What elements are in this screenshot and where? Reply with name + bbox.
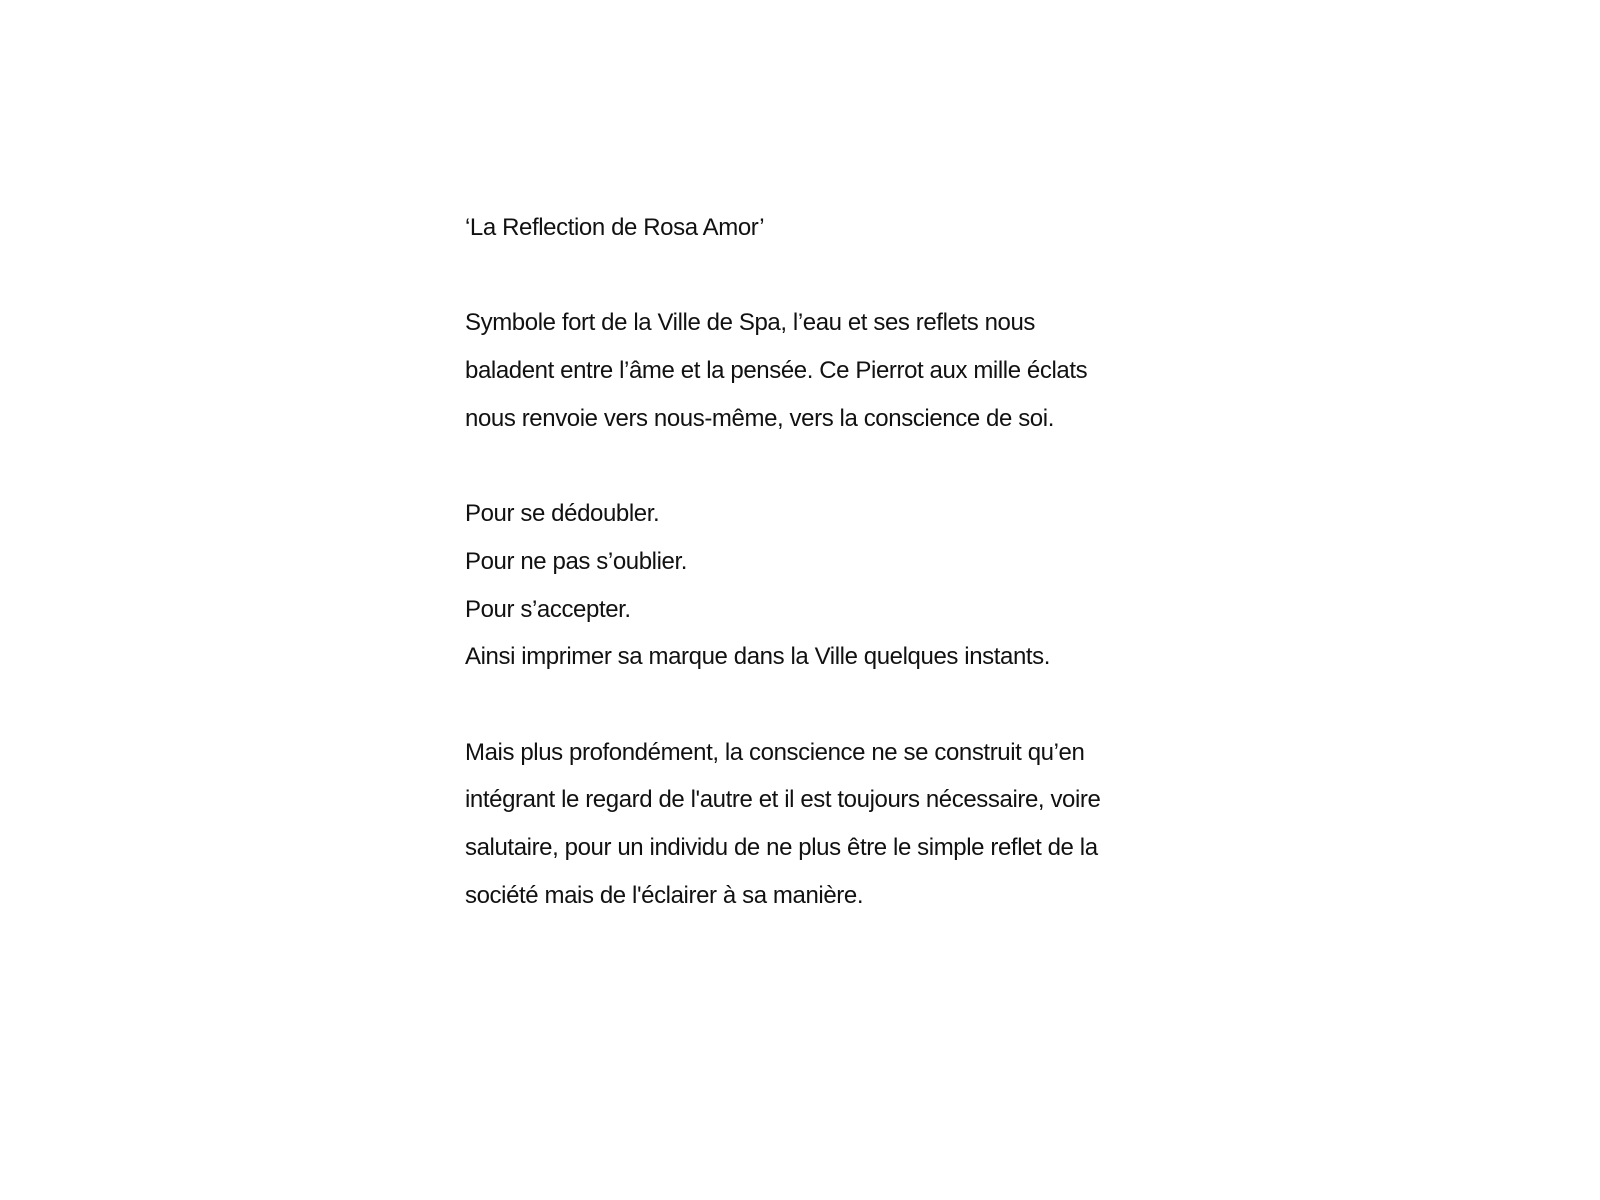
- paragraph-2-line: Pour s’accepter.: [465, 595, 631, 623]
- paragraph-2-line: Ainsi imprimer sa marque dans la Ville quelques instants.: [465, 643, 1051, 671]
- paragraph-3-line: société mais de l'éclairer à sa manière.: [465, 881, 864, 909]
- paragraph-1-line: nous renvoie vers nous-même, vers la conscience de soi.: [465, 404, 1054, 432]
- paragraph-1-line: baladent entre l’âme et la pensée. Ce Pierrot aux mille éclats: [465, 357, 1088, 385]
- paragraph-2-line: Pour ne pas s’oublier.: [465, 547, 688, 575]
- paragraph-3-line: Mais plus profondément, la conscience ne se construit qu’en: [465, 738, 1085, 766]
- text-block: [465, 204, 1185, 919]
- paragraph-spacer: [465, 681, 1185, 729]
- paragraph-2-line: Pour se dédoubler.: [465, 500, 660, 528]
- paragraph-spacer: [465, 252, 1185, 300]
- document-title: ‘La Reflection de Rosa Amor’: [465, 214, 765, 241]
- paragraph-3-line: salutaire, pour un individu de ne plus être le simple reflet de la: [465, 833, 1098, 861]
- paragraph-1-line: Symbole fort de la Ville de Spa, l’eau et ses reflets nous: [465, 309, 1036, 337]
- paragraph-spacer: [465, 442, 1185, 490]
- paragraph-3-line: intégrant le regard de l'autre et il est toujours nécessaire, voire: [465, 786, 1101, 814]
